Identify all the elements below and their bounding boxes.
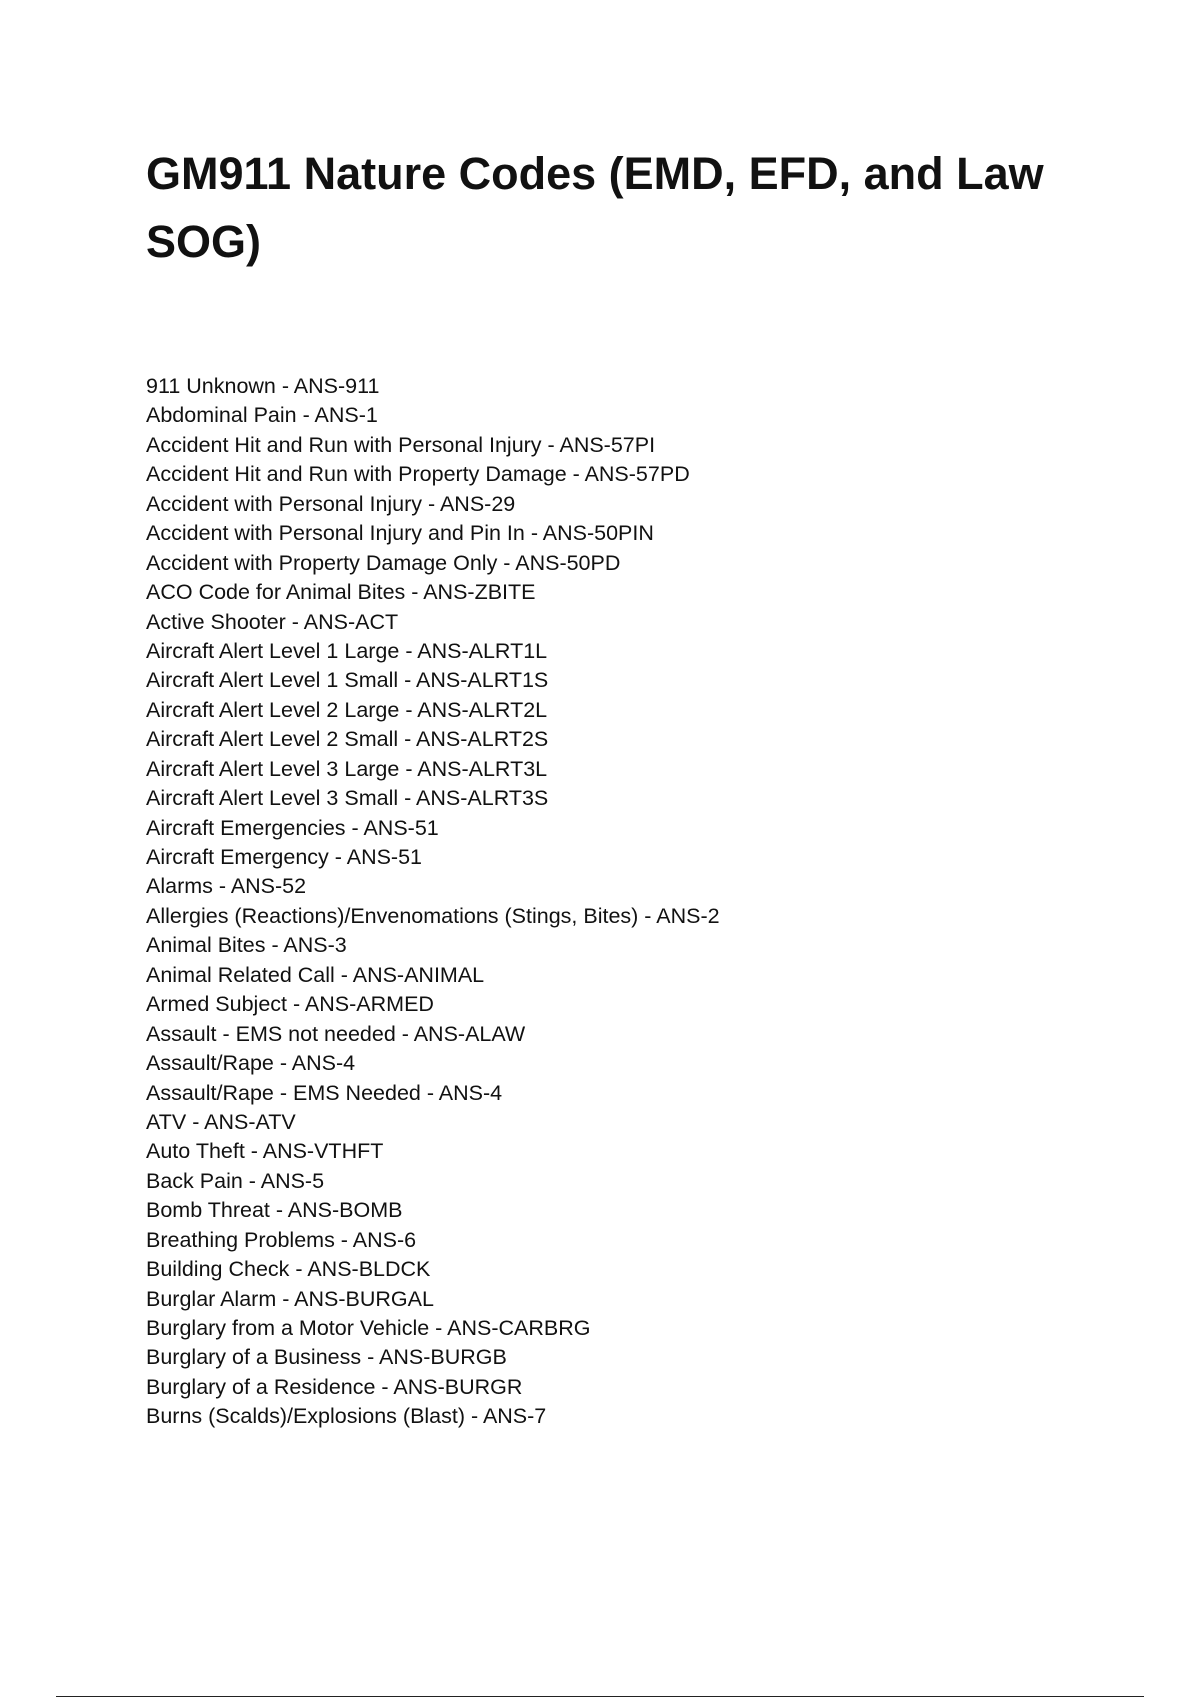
nature-code-item: Assault/Rape - ANS-4 (146, 1051, 356, 1076)
nature-code-item: Burglary of a Residence - ANS-BURGR (146, 1374, 523, 1399)
page-title: GM911 Nature Codes (EMD, EFD, and Law SOG) (146, 148, 1044, 267)
nature-code-item: Allergies (Reactions)/Envenomations (Stings, Bites) - ANS-2 (146, 903, 720, 928)
nature-code-item: Bomb Threat - ANS-BOMB (146, 1198, 403, 1223)
nature-code-item: Accident Hit and Run with Personal Injury - ANS-57PI (146, 432, 656, 457)
nature-code-item: Armed Subject - ANS-ARMED (146, 992, 434, 1017)
nature-code-item: Aircraft Alert Level 2 Large - ANS-ALRT2L (146, 697, 548, 722)
nature-code-list (146, 372, 720, 1432)
nature-code-item: Burns (Scalds)/Explosions (Blast) - ANS-7 (146, 1404, 547, 1429)
nature-code-item: Aircraft Alert Level 3 Large - ANS-ALRT3L (146, 756, 548, 781)
nature-code-item: Building Check - ANS-BLDCK (146, 1257, 431, 1282)
footer-divider (56, 1696, 1144, 1697)
nature-code-item: Aircraft Emergencies - ANS-51 (146, 815, 439, 840)
nature-code-item: Assault/Rape - EMS Needed - ANS-4 (146, 1080, 503, 1105)
nature-code-item: Accident Hit and Run with Property Damage - ANS-57PD (146, 462, 690, 487)
nature-code-item: Animal Bites - ANS-3 (146, 933, 347, 958)
nature-code-item: Auto Theft - ANS-VTHFT (146, 1139, 384, 1164)
nature-code-item: Burglary from a Motor Vehicle - ANS-CARBRG (146, 1316, 591, 1340)
nature-code-item: Aircraft Alert Level 1 Large - ANS-ALRT1L (146, 638, 548, 663)
nature-code-item: Active Shooter - ANS-ACT (146, 609, 399, 634)
nature-code-item: Aircraft Alert Level 3 Small - ANS-ALRT3S (146, 786, 549, 811)
nature-code-item: Burglar Alarm - ANS-BURGAL (146, 1286, 434, 1311)
nature-code-item: Assault - EMS not needed - ANS-ALAW (146, 1021, 526, 1046)
nature-code-item: ATV - ANS-ATV (146, 1109, 296, 1134)
nature-code-item: Accident with Personal Injury and Pin In - ANS-50PIN (146, 521, 654, 546)
nature-code-item: Aircraft Emergency - ANS-51 (146, 845, 423, 869)
nature-code-item: ACO Code for Animal Bites - ANS-ZBITE (146, 580, 536, 605)
nature-code-item: Abdominal Pain - ANS-1 (146, 403, 378, 428)
nature-code-item: Animal Related Call - ANS-ANIMAL (146, 962, 485, 987)
nature-code-item: Burglary of a Business - ANS-BURGB (146, 1345, 507, 1370)
nature-code-item: 911 Unknown - ANS-911 (146, 374, 380, 398)
nature-code-item: Aircraft Alert Level 2 Small - ANS-ALRT2S (146, 727, 549, 752)
nature-code-item: Accident with Personal Injury - ANS-29 (146, 491, 516, 516)
nature-code-item: Breathing Problems - ANS-6 (146, 1227, 417, 1252)
nature-code-item: Alarms - ANS-52 (146, 874, 307, 899)
nature-code-item: Aircraft Alert Level 1 Small - ANS-ALRT1S (146, 668, 549, 693)
nature-code-item: Back Pain - ANS-5 (146, 1168, 325, 1193)
nature-code-item: Accident with Property Damage Only - ANS-50PD (146, 550, 621, 575)
